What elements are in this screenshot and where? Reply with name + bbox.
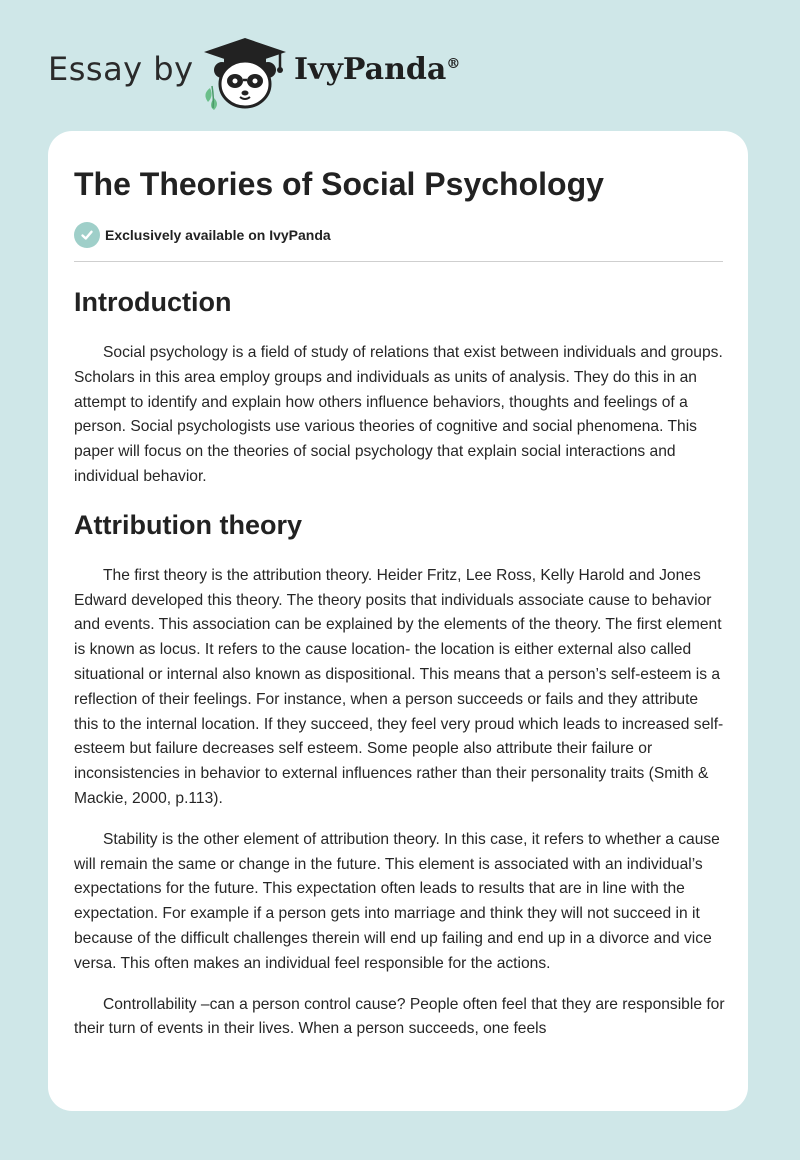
paragraph: The first theory is the attribution theory. Heider Fritz, Lee Ross, Kelly Harold and Jones Edward developed this theory. The theory posits that individuals associate cause to behavior and events. This association can be explained by the elements of the theory. The first element is known as locus. It refers to the cause location- the location is either external also called situational or internal also known as dispositional. This means that a person’s self-esteem is a reflection of their feelings. For instance, when a person succeeds or fails and they attribute this to the internal location. If they succeed, they feel very proud which leads to increased self-esteem but failure decreases self esteem. Some people also attribute their failure or inconsistencies in behavior to external influences rather than their personality traits (Smith & Mackie, 2000, p.113). (74, 566, 724, 807)
paragraph: Stability is the other element of attribution theory. In this case, it refers to whether a cause will remain the same or change in the future. This element is associated with an individual’s expectations for the future. This expectation often leads to results that are in line with the expectation. For example if a person gets into marriage and think they will not succeed in it because of the difficult challenges therein will end up failing and end up in a divorce and vice versa. This often makes an individual feel responsible for the actions. (74, 830, 720, 972)
check-icon (74, 222, 100, 248)
divider (74, 261, 723, 262)
section-heading-introduction: Introduction (74, 287, 232, 317)
paragraph: Controllability –can a person control cause? People often feel that they are responsible for their turn of events in their lives. When a person succeeds, one feels (74, 995, 725, 1038)
exclusive-badge (74, 222, 331, 248)
brand-name[interactable] (294, 52, 460, 87)
paragraph: Social psychology is a field of study of relations that exist between individuals and groups. Scholars in this area employ groups and individuals as units of analysis. They do this in an attempt to identify and explain how others influence behaviors, thoughts and feelings of a person. Social psychologists use various theories of cognitive and social phenomena. This paper will focus on the theories of social psychology that explain social interactions and individual behavior. (74, 344, 723, 485)
brand-name-text: IvyPanda (294, 52, 447, 87)
essay-body (74, 281, 726, 1042)
exclusive-label: Exclusively available on IvyPanda (105, 227, 331, 243)
essay-card (48, 131, 748, 1111)
essay-by-label: Essay by (48, 50, 194, 88)
section-heading-attribution-theory: Attribution theory (74, 509, 302, 540)
page-title: The Theories of Social Psychology (74, 166, 604, 202)
registered-mark: ® (446, 56, 461, 72)
site-header (0, 0, 800, 130)
ivypanda-panda-logo-icon (200, 36, 290, 110)
